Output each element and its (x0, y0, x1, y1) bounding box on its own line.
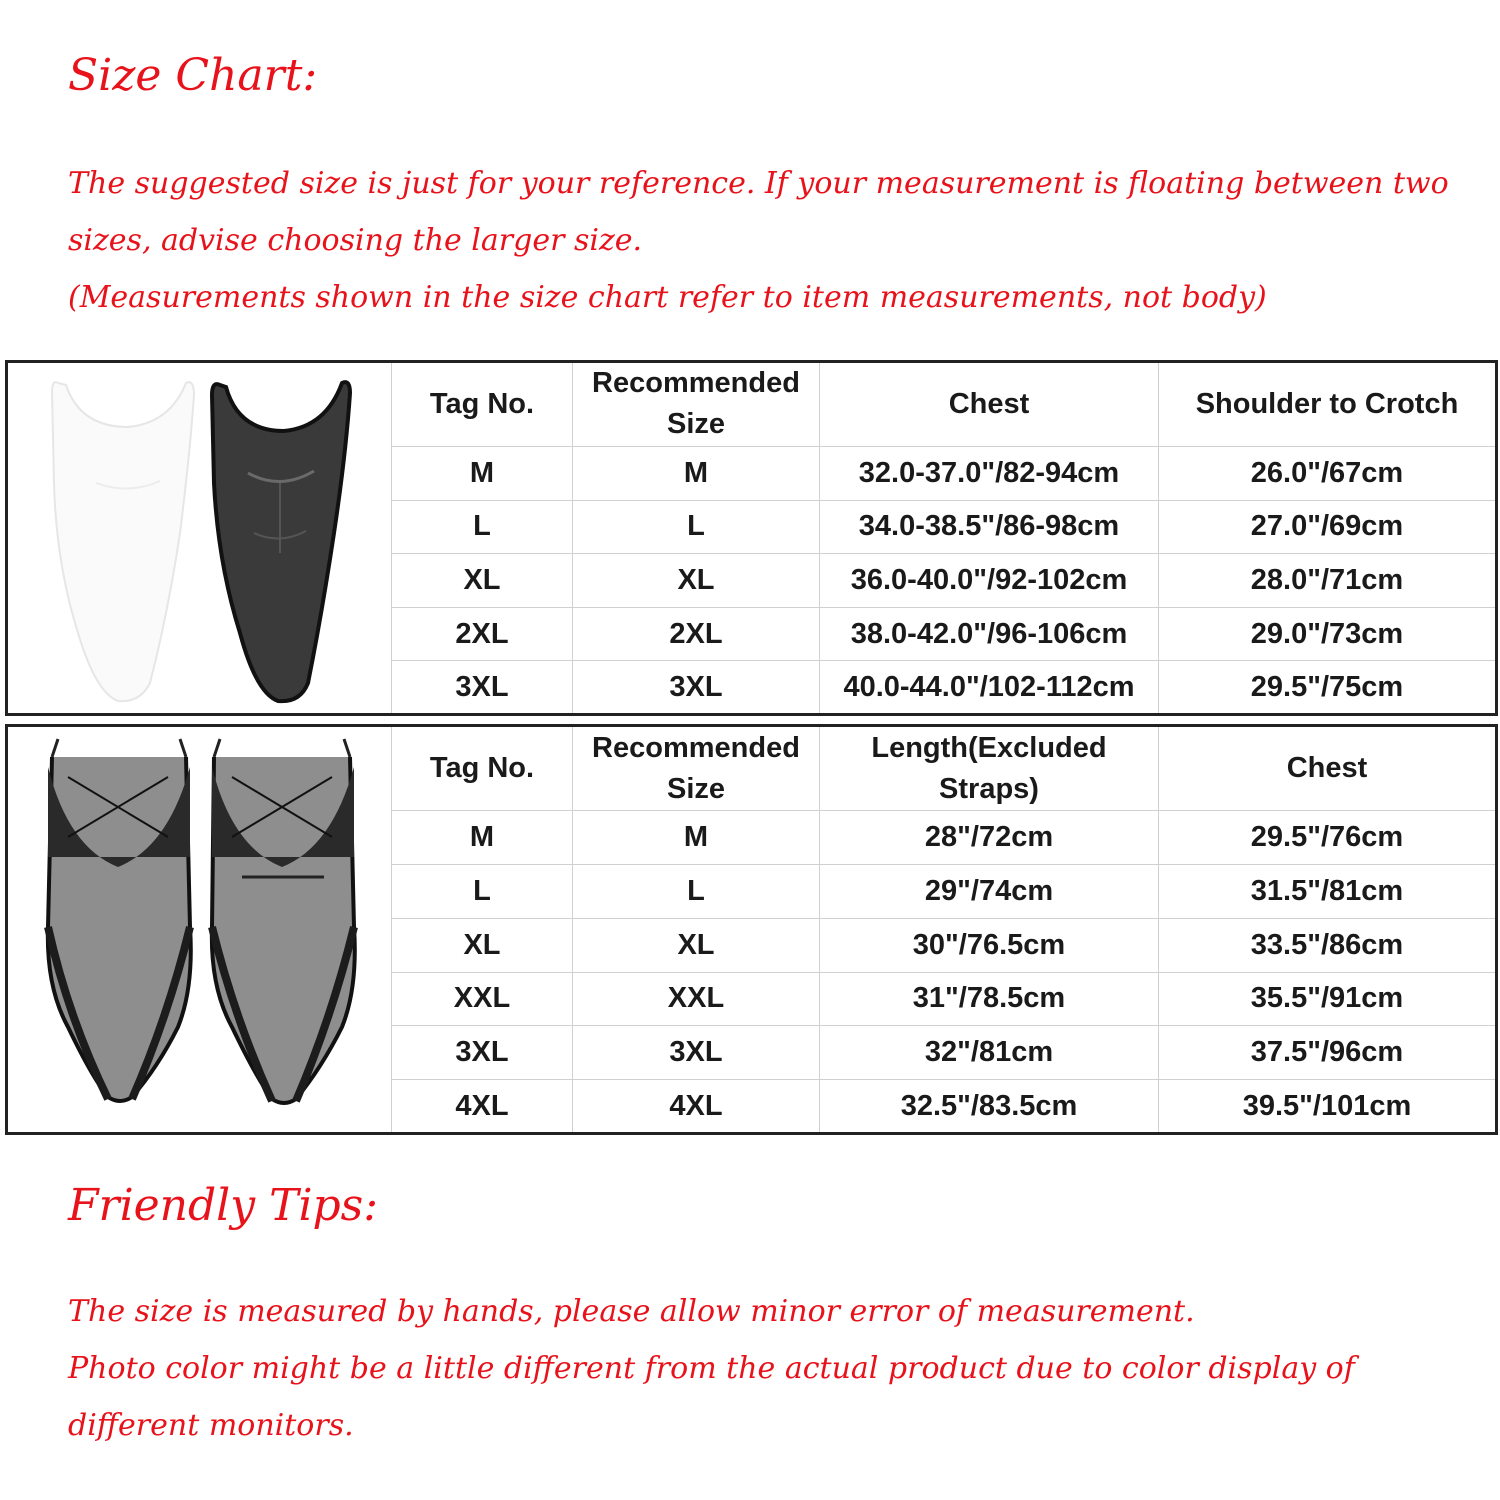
length-cell: 30"/76.5cm (820, 918, 1159, 972)
header-length: Length(Excluded Straps) (820, 726, 1159, 811)
header-tag-no: Tag No. (392, 726, 573, 811)
chest-cell: 32.0-37.0"/82-94cm (820, 446, 1159, 500)
recommended-size-cell: XL (573, 918, 820, 972)
recommended-size-cell: L (573, 500, 820, 554)
chest-cell: 34.0-38.5"/86-98cm (820, 500, 1159, 554)
header-recommended-size: Recommended Size (573, 726, 820, 811)
size-chart-title: Size Chart: (68, 50, 318, 101)
recommended-size-cell: M (573, 446, 820, 500)
tip-line-3: different monitors. (68, 1408, 354, 1443)
table-header-row (7, 362, 1497, 447)
tag-cell: L (392, 500, 573, 554)
shoulder-to-crotch-cell: 26.0"/67cm (1159, 446, 1497, 500)
header-chest: Chest (820, 362, 1159, 447)
size-chart-note-3: (Measurements shown in the size chart refer to item measurements, not body) (68, 280, 1267, 315)
tip-line-2: Photo color might be a little different from the actual product due to color display of (68, 1351, 1355, 1386)
recommended-size-cell: M (573, 811, 820, 865)
chest-cell: 37.5"/96cm (1159, 1026, 1497, 1080)
recommended-size-cell: 2XL (573, 607, 820, 661)
header-tag-no: Tag No. (392, 362, 573, 447)
recommended-size-cell: XL (573, 554, 820, 608)
size-table-bodysuit (5, 360, 1498, 716)
size-table-lace-bodysuit (5, 724, 1498, 1135)
product-image-bodysuit (7, 362, 392, 715)
recommended-size-cell: 4XL (573, 1080, 820, 1134)
size-chart-note-1: The suggested size is just for your reference. If your measurement is floating between two (68, 166, 1449, 201)
chest-cell: 40.0-44.0"/102-112cm (820, 661, 1159, 715)
chest-cell: 33.5"/86cm (1159, 918, 1497, 972)
tag-cell: XL (392, 918, 573, 972)
size-chart-note-2: sizes, advise choosing the larger size. (68, 223, 643, 258)
header-recommended-size: Recommended Size (573, 362, 820, 447)
product-image-lace-bodysuit (7, 726, 392, 1134)
tag-cell: 3XL (392, 661, 573, 715)
length-cell: 32.5"/83.5cm (820, 1080, 1159, 1134)
length-cell: 32"/81cm (820, 1026, 1159, 1080)
length-cell: 29"/74cm (820, 865, 1159, 919)
tag-cell: 3XL (392, 1026, 573, 1080)
tip-line-1: The size is measured by hands, please allow minor error of measurement. (68, 1294, 1195, 1329)
tag-cell: M (392, 811, 573, 865)
header-shoulder-to-crotch: Shoulder to Crotch (1159, 362, 1497, 447)
lace-bodysuit-illustration-icon (8, 727, 393, 1132)
tag-cell: M (392, 446, 573, 500)
chest-cell: 35.5"/91cm (1159, 972, 1497, 1026)
recommended-size-cell: L (573, 865, 820, 919)
shoulder-to-crotch-cell: 29.0"/73cm (1159, 607, 1497, 661)
length-cell: 31"/78.5cm (820, 972, 1159, 1026)
bodysuit-illustration-icon (8, 363, 393, 713)
tag-cell: 4XL (392, 1080, 573, 1134)
recommended-size-cell: 3XL (573, 661, 820, 715)
chest-cell: 29.5"/76cm (1159, 811, 1497, 865)
tag-cell: L (392, 865, 573, 919)
tag-cell: 2XL (392, 607, 573, 661)
tag-cell: XXL (392, 972, 573, 1026)
table-header-row (7, 726, 1497, 811)
chest-cell: 38.0-42.0"/96-106cm (820, 607, 1159, 661)
chest-cell: 39.5"/101cm (1159, 1080, 1497, 1134)
friendly-tips-title: Friendly Tips: (68, 1180, 379, 1231)
shoulder-to-crotch-cell: 27.0"/69cm (1159, 500, 1497, 554)
header-chest: Chest (1159, 726, 1497, 811)
recommended-size-cell: 3XL (573, 1026, 820, 1080)
tag-cell: XL (392, 554, 573, 608)
chest-cell: 36.0-40.0"/92-102cm (820, 554, 1159, 608)
length-cell: 28"/72cm (820, 811, 1159, 865)
shoulder-to-crotch-cell: 28.0"/71cm (1159, 554, 1497, 608)
recommended-size-cell: XXL (573, 972, 820, 1026)
chest-cell: 31.5"/81cm (1159, 865, 1497, 919)
shoulder-to-crotch-cell: 29.5"/75cm (1159, 661, 1497, 715)
